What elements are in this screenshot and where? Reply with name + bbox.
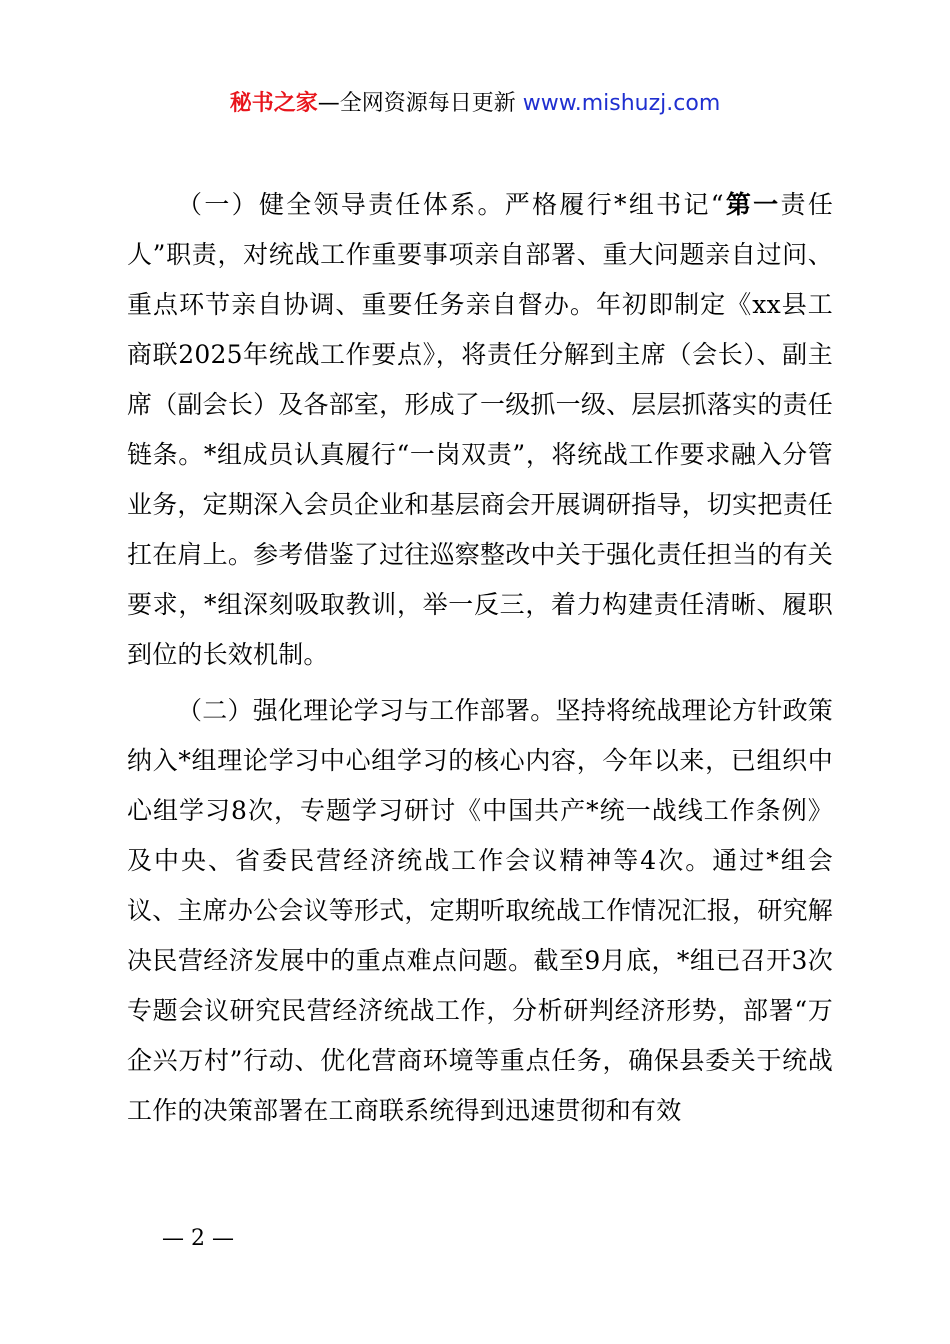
- paragraph-1-text-start: （一）健全领导责任体系。严格履行*组书记“: [177, 190, 724, 219]
- header-tagline: —全网资源每日更新: [317, 91, 523, 116]
- brand-name: 秘书之家: [229, 91, 318, 116]
- document-body: [127, 180, 833, 1136]
- document-header: [0, 88, 950, 120]
- page-number: — 2 —: [162, 1226, 234, 1251]
- paragraph-1-text-end: 责任人”职责，对统战工作重要事项亲自部署、重大问题亲自过问、重点环节亲自协调、重要任务亲自督办。年初即制定《xx县工商联2025年统战工作要点》，将责任分解到主席（会长）、副主席（副会长）及各部室，形成了一级抓一级、层层抓落实的责任链条。*组成员认真履行“一岗双责”，将统战工作要求融入分管业务，定期深入会员企业和基层商会开展调研指导，切实把责任扛在肩上。参考借鉴了过往巡察整改中关于强化责任担当的有关要求，*组深刻吸取教训，举一反三，着力构建责任清晰、履职到位的长效机制。: [127, 190, 834, 669]
- paragraph-1-bold-text: 第一: [723, 190, 781, 219]
- paragraph-1: [127, 180, 833, 680]
- paragraph-2: （二）强化理论学习与工作部署。坚持将统战理论方针政策纳入*组理论学习中心组学习的核心内容，今年以来，已组织中心组学习8次，专题学习研讨《中国共产*统一战线工作条例》及中央、省委民营经济统战工作会议精神等4次。通过*组会议、主席办公会议等形式，定期听取统战工作情况汇报，研究解决民营经济发展中的重点难点问题。截至9月底，*组已召开3次专题会议研究民营经济统战工作，分析研判经济形势，部署“万企兴万村”行动、优化营商环境等重点任务，确保县委关于统战工作的决策部署在工商联系统得到迅速贯彻和有效: [127, 696, 833, 1125]
- website-link[interactable]: www.mishuzj.com: [522, 91, 721, 116]
